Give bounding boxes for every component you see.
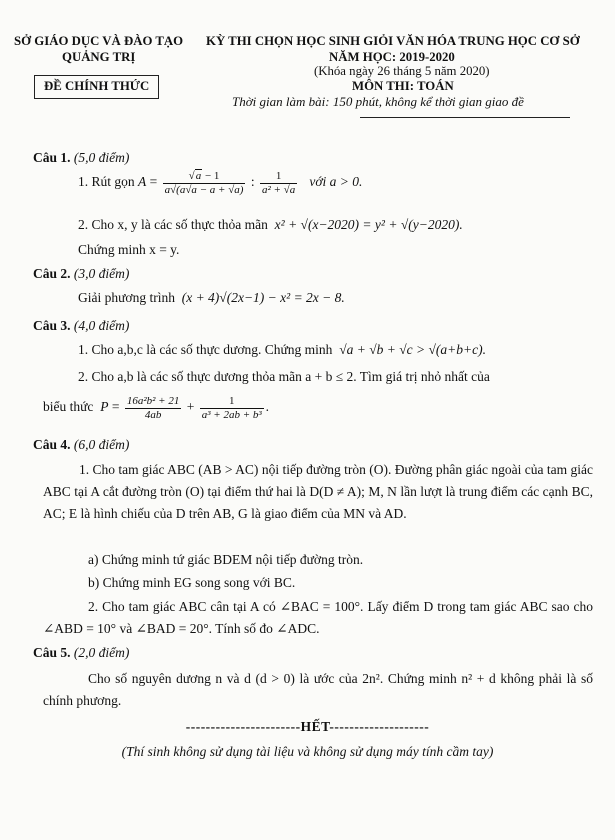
q2-heading: Câu 2. (3,0 điểm) bbox=[33, 266, 130, 281]
q4-part1: 1. Cho tam giác ABC (AB > AC) nội tiếp đường tròn (O). Đường phân giác ngoài của tam giác ABC tại A cắt đường tròn (O) tại điểm thứ hai là D(D ≠ A); M, N lần lượt là trung điểm các cạnh BC, AC; E là hình chiếu của D trên AB, G là giao điểm của MN và AD. bbox=[43, 462, 593, 521]
subject-title: MÔN THI: TOÁN bbox=[352, 79, 454, 93]
school-year: NĂM HỌC: 2019-2020 bbox=[329, 50, 455, 64]
official-stamp: ĐỀ CHÍNH THỨC bbox=[34, 75, 159, 99]
exam-date: (Khóa ngày 26 tháng 5 năm 2020) bbox=[314, 64, 490, 78]
q5-heading: Câu 5. (2,0 điểm) bbox=[33, 645, 130, 660]
q5-text: Cho số nguyên dương n và d (d > 0) là ước của 2n². Chứng minh n² + d không phải là số chính phương. bbox=[43, 671, 593, 708]
exam-title: KỲ THI CHỌN HỌC SINH GIỎI VĂN HÓA TRUNG HỌC CƠ SỞ bbox=[206, 34, 580, 48]
department-name: SỞ GIÁO DỤC VÀ ĐÀO TẠO bbox=[14, 34, 184, 48]
q1-fraction-1: $\frac{√a - 1}{a√(a√a - a + √a)}$ bbox=[164, 170, 244, 196]
province-name: QUẢNG TRỊ bbox=[62, 50, 136, 64]
q3-fraction-1: $\frac{\text{16a²b² + 21}}{4ab}$ bbox=[126, 395, 180, 421]
q4-heading: Câu 4. (6,0 điểm) bbox=[33, 437, 130, 452]
header-rule bbox=[360, 117, 570, 118]
footer-note: (Thí sinh không sử dụng tài liệu và không sử dụng máy tính cầm tay) bbox=[121, 744, 494, 759]
q3-heading: Câu 3. (4,0 điểm) bbox=[33, 318, 130, 333]
end-marker: -----------------------HẾT-------------------- bbox=[185, 719, 430, 734]
q3-part1: 1. Cho a,b,c là các số thực dương. Chứng minh √a + √b + √c > √(a+b+c). bbox=[78, 342, 486, 357]
q3-part2: 2. Cho a,b là các số thực dương thỏa mãn a + b ≤ 2. Tìm giá trị nhỏ nhất của bbox=[78, 369, 490, 384]
q1-heading: Câu 1. (5,0 điểm) bbox=[33, 150, 130, 165]
time-note: Thời gian làm bài: 150 phút, không kể thời gian giao đề bbox=[232, 94, 524, 109]
q3-expression: biểu thức P = $\frac{\text{16a²b² + 21}}{4ab}$ + $\frac{1}{\text{a³ + 2ab + b³}}$ . bbox=[43, 395, 270, 421]
q4-part1a: a) Chứng minh tứ giác BDEM nội tiếp đường tròn. bbox=[88, 552, 364, 567]
q1-part2-prove: Chứng minh x = y. bbox=[78, 242, 180, 257]
q2-text: Giải phương trình (x + 4)√(2x−1) − x² = 2x − 8. bbox=[78, 290, 345, 305]
q1-part2: 2. Cho x, y là các số thực thỏa mãn x² + √(x−2020) = y² + √(y−2020). bbox=[78, 217, 463, 232]
q1-fraction-2: $\frac{1}{\text{a² + √a}}$ bbox=[261, 170, 296, 196]
q4-part2: 2. Cho tam giác ABC cân tại A có ∠BAC = 100°. Lấy điểm D trong tam giác ABC sao cho ∠ABD = 10° và ∠BAD = 20°. Tính số đo ∠ADC. bbox=[43, 599, 593, 636]
q4-part1b: b) Chứng minh EG song song với BC. bbox=[88, 575, 296, 590]
q1-part1: 1. Rút gọn A = $\frac{√a - 1}{a√(a√a - a + √a)}$ : $\frac{1}{\text{a² + √a}}$ với a > 0. bbox=[78, 170, 363, 196]
q3-fraction-2: $\frac{1}{\text{a³ + 2ab + b³}}$ bbox=[201, 395, 262, 421]
